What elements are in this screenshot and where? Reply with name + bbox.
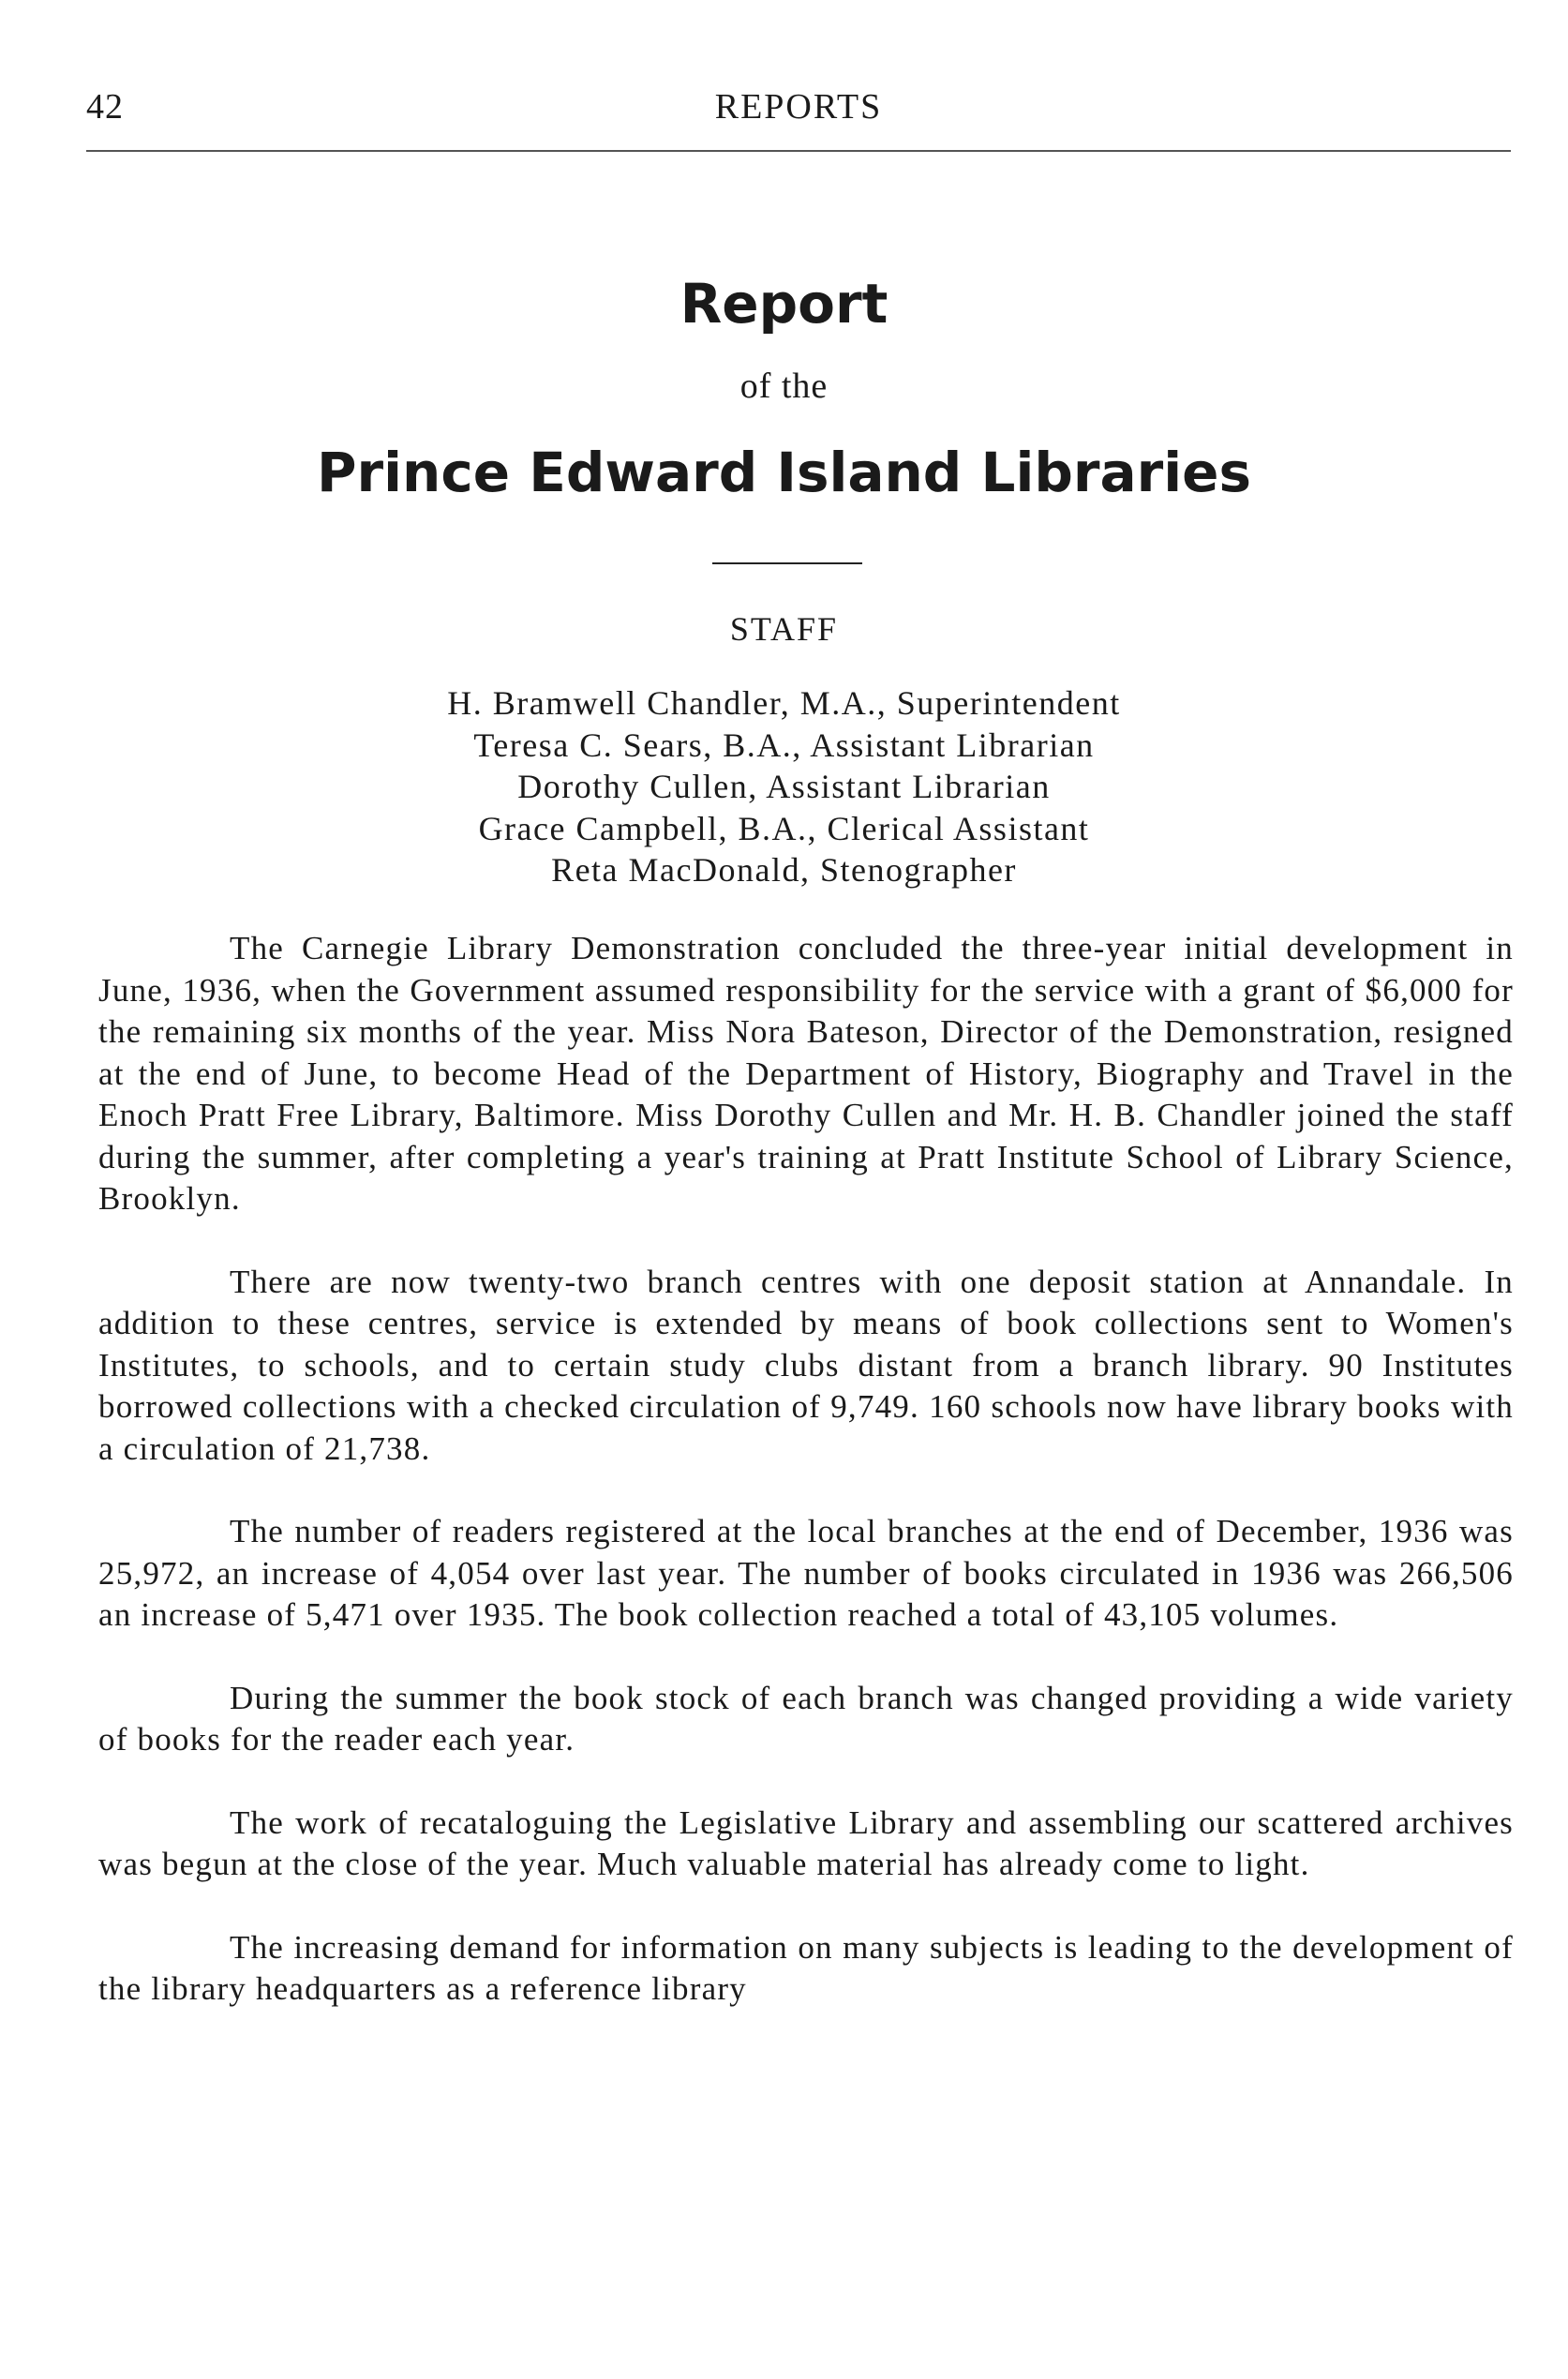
page-number: 42 bbox=[86, 87, 124, 127]
staff-list bbox=[0, 682, 1568, 891]
staff-heading: STAFF bbox=[729, 610, 839, 648]
running-header bbox=[86, 86, 1511, 142]
paragraph: During the summer the book stock of each branch was changed providing a wide variety of books for the reader each year. bbox=[98, 1679, 1514, 1758]
running-title: REPORTS bbox=[714, 87, 883, 127]
paragraph: The Carnegie Library Demonstration concluded the three-year initial development in June, 1936, when the Government assumed responsibility for the service with a grant of $6,000 for the remaining six months of the year. Miss Nora Bateson, Director of the Demonstration, resigned at the end of June, to become Head of the Department of History, Biography and Travel in the Enoch Pratt Free Library, Baltimore. Miss Dorothy Cullen and Mr. H. B. Chandler joined the staff during the summer, after completing a year's training at Pratt Institute School of Library Science, Brooklyn. bbox=[98, 930, 1514, 1217]
title-divider bbox=[712, 562, 862, 564]
staff-member: Grace Campbell, B.A., Clerical Assistant bbox=[478, 809, 1090, 847]
paragraph: The work of recataloguing the Legislative Library and assembling our scattered archives was begun at the close of the year. Much valuable material has already come to light. bbox=[98, 1803, 1514, 1882]
staff-member: Reta MacDonald, Stenographer bbox=[551, 851, 1017, 889]
staff-member: H. Bramwell Chandler, M.A., Superintendent bbox=[447, 684, 1121, 722]
header-rule bbox=[86, 150, 1511, 152]
paragraph: There are now twenty-two branch centres with one deposit station at Annandale. In addition to these centres, service is extended by means of book collections sent to Women's Institutes, to schools, and to certain study clubs distant from a branch library. 90 Institutes borrowed collections with a checked circulation of 9,749. 160 schools now have library books with a circulation of 21,738. bbox=[98, 1263, 1514, 1467]
staff-member: Dorothy Cullen, Assistant Librarian bbox=[517, 768, 1051, 805]
report-title-connector: of the bbox=[739, 367, 829, 406]
paragraph: The number of readers registered at the local branches at the end of December, 1936 was 25,972, an increase of 4,054 over last year. The number of books circulated in 1936 was 266,506 an increase of 5,471 over 1935. The book collection reached a total of 43,105 volumes. bbox=[98, 1513, 1514, 1633]
report-title: Report bbox=[679, 272, 889, 336]
report-main-title: Prince Edward Island Libraries bbox=[317, 441, 1251, 504]
staff-member: Teresa C. Sears, B.A., Assistant Librarian bbox=[473, 726, 1095, 764]
paragraph: The increasing demand for information on many subjects is leading to the development of the library headquarters as a reference library bbox=[98, 1928, 1514, 2007]
report-body bbox=[98, 928, 1514, 2052]
